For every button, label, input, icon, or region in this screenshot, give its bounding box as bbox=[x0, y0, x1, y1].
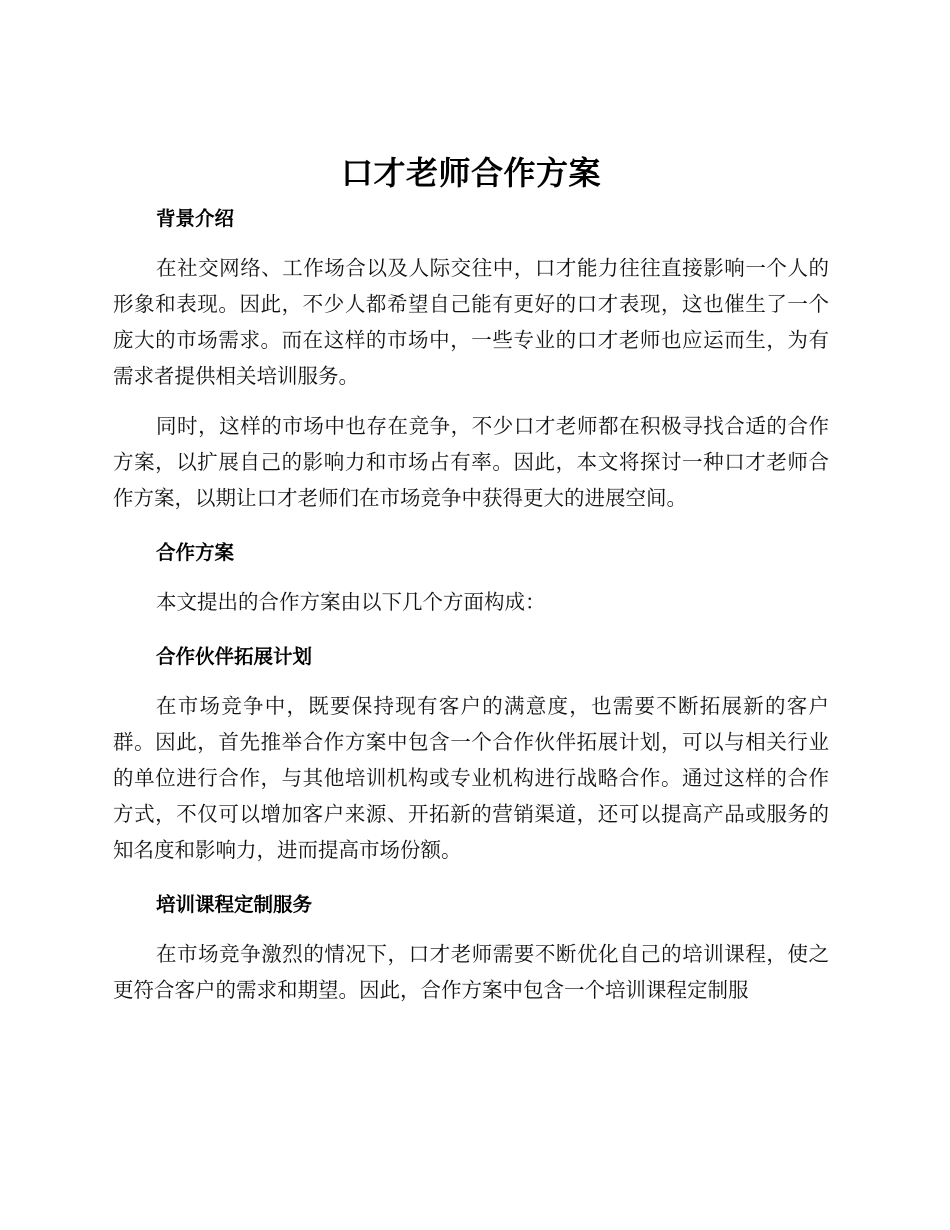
section-heading-partner-expansion: 合作伙伴拓展计划 bbox=[156, 645, 313, 668]
paragraph: 同时，这样的市场中也存在竞争，不少口才老师都在积极寻找合适的合作方案，以扩展自己的影响力和市场占有率。因此，本文将探讨一种口才老师合作方案，以期让口才老师们在市场竞争中获得更大的进展空间。 bbox=[113, 414, 829, 510]
paragraph: 本文提出的合作方案由以下几个方面构成： bbox=[156, 590, 546, 614]
section-heading-course-customization: 培训课程定制服务 bbox=[156, 893, 313, 916]
paragraph: 在社交网络、工作场合以及人际交往中，口才能力往往直接影响一个人的形象和表现。因此，不少人都希望自己能有更好的口才表现，这也催生了一个庞大的市场需求。而在这样的市场中，一些专业的口才老师也应运而生，为有需求者提供相关培训服务。 bbox=[113, 256, 829, 388]
paragraph: 在市场竞争激烈的情况下，口才老师需要不断优化自己的培训课程，使之更符合客户的需求和期望。因此，合作方案中包含一个培训课程定制服 bbox=[113, 942, 829, 1002]
section-heading-cooperation-plan: 合作方案 bbox=[156, 541, 235, 564]
document-body bbox=[113, 150, 829, 1008]
paragraph: 在市场竞争中，既要保持现有客户的满意度，也需要不断拓展新的客户群。因此，首先推举合作方案中包含一个合作伙伴拓展计划，可以与相关行业的单位进行合作，与其他培训机构或专业机构进行战略合作。通过这样的合作方式，不仅可以增加客户来源、开拓新的营销渠道，还可以提高产品或服务的知名度和影响力，进而提高市场份额。 bbox=[113, 694, 829, 862]
document-title: 口才老师合作方案 bbox=[340, 154, 601, 192]
section-heading-background: 背景介绍 bbox=[156, 207, 235, 230]
